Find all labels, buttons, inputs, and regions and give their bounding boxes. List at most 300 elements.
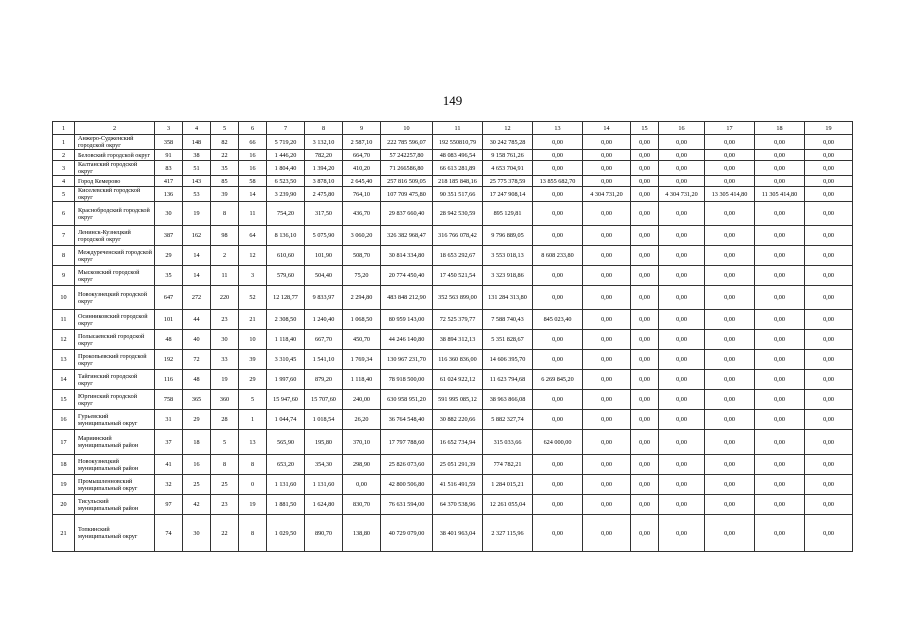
municipality-name-cell: Ленинск-Кузнецкий городской округ: [75, 226, 155, 246]
table-cell: 192 550810,79: [433, 135, 483, 150]
table-cell: 0,00: [805, 286, 853, 310]
table-cell: 0,00: [631, 495, 659, 515]
table-cell: 14 606 395,70: [483, 350, 533, 370]
table-cell: 26,20: [343, 410, 381, 430]
table-cell: 417: [155, 176, 183, 187]
table-cell: 0,00: [659, 475, 705, 495]
table-cell: 0,00: [659, 266, 705, 286]
table-cell: 0: [239, 475, 267, 495]
table-cell: 0,00: [631, 455, 659, 475]
table-cell: 504,40: [305, 266, 343, 286]
table-cell: 14: [183, 266, 211, 286]
table-cell: 0,00: [631, 150, 659, 161]
table-cell: 19: [239, 495, 267, 515]
table-cell: 830,70: [343, 495, 381, 515]
table-cell: 0,00: [631, 330, 659, 350]
header-row: [53, 122, 853, 135]
table-row: [53, 246, 853, 266]
table-cell: 0,00: [631, 246, 659, 266]
table-cell: 0,00: [705, 475, 755, 495]
table-cell: 0,00: [631, 286, 659, 310]
table-cell: 91: [155, 150, 183, 161]
table-cell: 2 308,50: [267, 310, 305, 330]
table-cell: 13: [53, 350, 75, 370]
table-cell: 40: [183, 330, 211, 350]
table-cell: 0,00: [705, 266, 755, 286]
header-cell: 7: [267, 122, 305, 135]
table-cell: 0,00: [583, 390, 631, 410]
table-cell: 1 118,40: [343, 370, 381, 390]
table-cell: 44 246 140,80: [381, 330, 433, 350]
table-cell: 0,00: [705, 410, 755, 430]
table-cell: 38 401 963,04: [433, 515, 483, 552]
table-cell: 101,90: [305, 246, 343, 266]
table-cell: 18 653 292,67: [433, 246, 483, 266]
table-cell: 22: [211, 150, 239, 161]
table-cell: 30: [183, 515, 211, 552]
table-cell: 565,90: [267, 430, 305, 455]
table-cell: 0,00: [659, 150, 705, 161]
table-row: [53, 150, 853, 161]
table-cell: 33: [211, 350, 239, 370]
table-cell: 15 707,60: [305, 390, 343, 410]
table-cell: 30 882 220,66: [433, 410, 483, 430]
table-cell: 41: [155, 455, 183, 475]
table-row: [53, 515, 853, 552]
header-cell: 6: [239, 122, 267, 135]
table-cell: 0,00: [533, 150, 583, 161]
municipality-name-cell: Мысковский городской округ: [75, 266, 155, 286]
table-cell: 82: [211, 135, 239, 150]
table-cell: 6 523,50: [267, 176, 305, 187]
table-cell: 653,20: [267, 455, 305, 475]
table-cell: 5 075,90: [305, 226, 343, 246]
table-cell: 14: [53, 370, 75, 390]
table-cell: 15 947,60: [267, 390, 305, 410]
table-cell: 365: [183, 390, 211, 410]
table-cell: 0,00: [631, 475, 659, 495]
table-cell: 0,00: [755, 515, 805, 552]
table-cell: 0,00: [533, 495, 583, 515]
table-cell: 7 588 740,43: [483, 310, 533, 330]
table-cell: 0,00: [705, 246, 755, 266]
table-cell: 53: [183, 187, 211, 202]
table-cell: 0,00: [805, 475, 853, 495]
table-cell: 317,50: [305, 202, 343, 226]
table-cell: 0,00: [805, 187, 853, 202]
table-cell: 0,00: [705, 226, 755, 246]
table-cell: 0,00: [805, 495, 853, 515]
header-cell: 19: [805, 122, 853, 135]
table-cell: 48: [155, 330, 183, 350]
municipality-name-cell: Анжеро-Судженский городской округ: [75, 135, 155, 150]
table-cell: 37: [155, 430, 183, 455]
table-cell: 624 000,00: [533, 430, 583, 455]
table-cell: 10: [53, 286, 75, 310]
municipality-name-cell: Юргинский городской округ: [75, 390, 155, 410]
table-cell: 3 310,45: [267, 350, 305, 370]
table-cell: 0,00: [805, 390, 853, 410]
table-cell: 0,00: [705, 135, 755, 150]
table-cell: 48 083 496,54: [433, 150, 483, 161]
table-cell: 257 816 509,05: [381, 176, 433, 187]
table-cell: 298,90: [343, 455, 381, 475]
table-cell: 218 185 848,16: [433, 176, 483, 187]
table-cell: 0,00: [659, 410, 705, 430]
table-cell: 0,00: [631, 430, 659, 455]
table-cell: 0,00: [659, 330, 705, 350]
municipality-name-cell: Тайгинский городской округ: [75, 370, 155, 390]
table-cell: 0,00: [583, 495, 631, 515]
municipality-name-cell: Прокопьевский городской округ: [75, 350, 155, 370]
table-cell: 895 129,81: [483, 202, 533, 226]
table-cell: 890,70: [305, 515, 343, 552]
table-row: [53, 135, 853, 150]
table-cell: 8: [53, 246, 75, 266]
table-cell: 0,00: [705, 310, 755, 330]
table-cell: 8 136,10: [267, 226, 305, 246]
table-cell: 0,00: [755, 370, 805, 390]
table-cell: 15: [53, 390, 75, 410]
page-number: 149: [442, 93, 463, 108]
table-cell: 0,00: [755, 310, 805, 330]
table-cell: 71 266586,80: [381, 161, 433, 176]
table-cell: 1 131,60: [305, 475, 343, 495]
table-cell: 29 837 660,40: [381, 202, 433, 226]
table-cell: 0,00: [631, 266, 659, 286]
table-cell: 0,00: [755, 266, 805, 286]
table-cell: 0,00: [583, 176, 631, 187]
table-row: [53, 370, 853, 390]
header-cell: 11: [433, 122, 483, 135]
table-cell: 19: [183, 202, 211, 226]
table-cell: 0,00: [631, 226, 659, 246]
table-cell: 2 327 115,96: [483, 515, 533, 552]
table-cell: 0,00: [631, 161, 659, 176]
table-cell: 0,00: [631, 176, 659, 187]
table-cell: 0,00: [583, 430, 631, 455]
table-cell: 0,00: [805, 310, 853, 330]
table-cell: 272: [183, 286, 211, 310]
table-cell: 0,00: [583, 455, 631, 475]
table-cell: 0,00: [583, 475, 631, 495]
table-cell: 11 623 794,68: [483, 370, 533, 390]
table-cell: 66 613 281,89: [433, 161, 483, 176]
municipality-name-cell: Междуреченский городской округ: [75, 246, 155, 266]
table-cell: 3 239,90: [267, 187, 305, 202]
table-cell: 782,20: [305, 150, 343, 161]
table-cell: 0,00: [533, 475, 583, 495]
table-cell: 5 882 327,74: [483, 410, 533, 430]
table-cell: 83: [155, 161, 183, 176]
table-cell: 0,00: [533, 410, 583, 430]
table-cell: 8: [211, 202, 239, 226]
table-cell: 1 624,80: [305, 495, 343, 515]
table-cell: 64 370 538,96: [433, 495, 483, 515]
data-table: [52, 121, 853, 552]
table-cell: 0,00: [533, 330, 583, 350]
municipality-name-cell: Топкинский муниципальный округ: [75, 515, 155, 552]
table-cell: 4: [53, 176, 75, 187]
table-cell: 7: [53, 226, 75, 246]
table-cell: 0,00: [805, 226, 853, 246]
municipality-name-cell: Промышленновский муниципальный округ: [75, 475, 155, 495]
table-cell: 42: [183, 495, 211, 515]
table-cell: 32: [155, 475, 183, 495]
table-cell: 41 516 491,59: [433, 475, 483, 495]
table-cell: 0,00: [583, 310, 631, 330]
municipality-name-cell: Калтанский городской округ: [75, 161, 155, 176]
table-cell: 667,70: [305, 330, 343, 350]
table-cell: 29: [155, 246, 183, 266]
table-cell: 75,20: [343, 266, 381, 286]
table-cell: 220: [211, 286, 239, 310]
table-cell: 72 525 379,77: [433, 310, 483, 330]
table-cell: 1 131,60: [267, 475, 305, 495]
table-cell: 0,00: [805, 135, 853, 150]
table-cell: 0,00: [533, 202, 583, 226]
table-cell: 2 587,10: [343, 135, 381, 150]
table-row: [53, 495, 853, 515]
table-cell: 0,00: [659, 430, 705, 455]
municipality-name-cell: Осинниковский городской округ: [75, 310, 155, 330]
table-cell: 8 608 233,80: [533, 246, 583, 266]
table-cell: 76 631 594,00: [381, 495, 433, 515]
table-cell: 0,00: [659, 202, 705, 226]
table-cell: 0,00: [659, 455, 705, 475]
table-cell: 18: [183, 430, 211, 455]
table-cell: 17 450 521,54: [433, 266, 483, 286]
table-row: [53, 475, 853, 495]
table-cell: 0,00: [583, 135, 631, 150]
table-cell: 5 351 828,67: [483, 330, 533, 350]
table-cell: 14: [183, 246, 211, 266]
table-cell: 38: [183, 150, 211, 161]
table-cell: 16: [239, 161, 267, 176]
table-cell: 85: [211, 176, 239, 187]
table-cell: 101: [155, 310, 183, 330]
table-cell: 23: [211, 495, 239, 515]
table-cell: 579,60: [267, 266, 305, 286]
table-cell: 1 394,20: [305, 161, 343, 176]
table-cell: 1 018,54: [305, 410, 343, 430]
table-cell: 6 269 845,20: [533, 370, 583, 390]
table-cell: 0,00: [755, 350, 805, 370]
table-cell: 1 541,10: [305, 350, 343, 370]
table-cell: 4 304 731,20: [659, 187, 705, 202]
table-cell: 0,00: [755, 455, 805, 475]
table-cell: 845 023,40: [533, 310, 583, 330]
table-cell: 4 653 704,91: [483, 161, 533, 176]
table-cell: 0,00: [755, 176, 805, 187]
table-cell: 98: [211, 226, 239, 246]
table-cell: 1: [239, 410, 267, 430]
table-cell: 25 775 378,59: [483, 176, 533, 187]
table-cell: 16 652 734,94: [433, 430, 483, 455]
table-cell: 72: [183, 350, 211, 370]
table-row: [53, 330, 853, 350]
table-cell: 0,00: [659, 286, 705, 310]
table-cell: 774 782,21: [483, 455, 533, 475]
table-cell: 0,00: [805, 266, 853, 286]
table-cell: 0,00: [533, 286, 583, 310]
table-cell: 20 774 450,40: [381, 266, 433, 286]
table-row: [53, 187, 853, 202]
table-cell: 0,00: [705, 330, 755, 350]
table-cell: 0,00: [805, 161, 853, 176]
table-cell: 74: [155, 515, 183, 552]
table-cell: 610,60: [267, 246, 305, 266]
table-cell: 25 826 073,60: [381, 455, 433, 475]
table-cell: 0,00: [755, 410, 805, 430]
table-cell: 0,00: [755, 475, 805, 495]
table-cell: 9 796 889,05: [483, 226, 533, 246]
table-cell: 0,00: [659, 370, 705, 390]
table-cell: 21: [53, 515, 75, 552]
table-cell: 30 814 334,80: [381, 246, 433, 266]
table-cell: 0,00: [755, 135, 805, 150]
table-cell: 0,00: [659, 515, 705, 552]
table-cell: 8: [211, 455, 239, 475]
table-cell: 116 360 836,00: [433, 350, 483, 370]
table-cell: 0,00: [583, 410, 631, 430]
table-cell: 11: [211, 266, 239, 286]
table-cell: 9 833,97: [305, 286, 343, 310]
table-cell: 0,00: [755, 226, 805, 246]
table-cell: 0,00: [755, 246, 805, 266]
table-row: [53, 202, 853, 226]
table-cell: 39: [211, 187, 239, 202]
table-cell: 1 029,50: [267, 515, 305, 552]
table-cell: 2: [211, 246, 239, 266]
table-cell: 387: [155, 226, 183, 246]
table-cell: 19: [53, 475, 75, 495]
table-cell: 0,00: [533, 390, 583, 410]
table-cell: 0,00: [343, 475, 381, 495]
table-cell: 38 963 866,08: [483, 390, 533, 410]
table-cell: 10: [239, 330, 267, 350]
table-cell: 0,00: [705, 176, 755, 187]
table-cell: 11: [53, 310, 75, 330]
table-cell: 0,00: [705, 150, 755, 161]
header-cell: 12: [483, 122, 533, 135]
table-cell: 192: [155, 350, 183, 370]
table-cell: 12 261 055,04: [483, 495, 533, 515]
header-cell: 9: [343, 122, 381, 135]
table-cell: 143: [183, 176, 211, 187]
table-cell: 78 918 500,00: [381, 370, 433, 390]
table-cell: 0,00: [705, 161, 755, 176]
table-cell: 39: [239, 350, 267, 370]
table-cell: 354,30: [305, 455, 343, 475]
table-cell: 315 033,66: [483, 430, 533, 455]
table-cell: 30: [155, 202, 183, 226]
table-cell: 0,00: [659, 226, 705, 246]
table-cell: 0,00: [805, 176, 853, 187]
table-cell: 17 797 788,60: [381, 430, 433, 455]
table-cell: 0,00: [705, 515, 755, 552]
table-cell: 0,00: [805, 150, 853, 161]
table-cell: 162: [183, 226, 211, 246]
table-cell: 370,10: [343, 430, 381, 455]
municipality-name-cell: Тисульский муниципальный район: [75, 495, 155, 515]
table-cell: 0,00: [705, 202, 755, 226]
table-cell: 508,70: [343, 246, 381, 266]
table-cell: 13: [239, 430, 267, 455]
table-cell: 240,00: [343, 390, 381, 410]
table-cell: 0,00: [631, 135, 659, 150]
table-cell: 11 305 414,80: [755, 187, 805, 202]
table-cell: 97: [155, 495, 183, 515]
table-cell: 3 323 918,86: [483, 266, 533, 286]
municipality-name-cell: Гурьевский муниципальный округ: [75, 410, 155, 430]
table-cell: 28 942 530,59: [433, 202, 483, 226]
header-cell: 3: [155, 122, 183, 135]
header-cell: 10: [381, 122, 433, 135]
table-cell: 17: [53, 430, 75, 455]
table-cell: 450,70: [343, 330, 381, 350]
municipality-name-cell: Новокузнецкий муниципальный район: [75, 455, 155, 475]
table-cell: 116: [155, 370, 183, 390]
table-cell: 0,00: [659, 176, 705, 187]
table-cell: 0,00: [583, 150, 631, 161]
table-cell: 57 242257,80: [381, 150, 433, 161]
table-cell: 360: [211, 390, 239, 410]
table-cell: 0,00: [755, 390, 805, 410]
table-cell: 0,00: [659, 135, 705, 150]
table-cell: 0,00: [533, 455, 583, 475]
municipality-name-cell: Город Кемерово: [75, 176, 155, 187]
header-cell: 15: [631, 122, 659, 135]
table-cell: 0,00: [659, 390, 705, 410]
table-cell: 20: [53, 495, 75, 515]
header-cell: 13: [533, 122, 583, 135]
header-cell: 1: [53, 122, 75, 135]
table-cell: 16: [183, 455, 211, 475]
table-cell: 1: [53, 135, 75, 150]
table-cell: 0,00: [705, 390, 755, 410]
table-cell: 5: [239, 390, 267, 410]
table-cell: 28: [211, 410, 239, 430]
table-cell: 3 060,20: [343, 226, 381, 246]
table-cell: 0,00: [583, 226, 631, 246]
table-cell: 19: [211, 370, 239, 390]
table-cell: 90 351 517,66: [433, 187, 483, 202]
table-row: [53, 390, 853, 410]
table-cell: 1 997,60: [267, 370, 305, 390]
table-cell: 0,00: [631, 515, 659, 552]
table-cell: 12: [53, 330, 75, 350]
table-cell: 0,00: [631, 310, 659, 330]
header-cell: 8: [305, 122, 343, 135]
table-cell: 36 764 548,40: [381, 410, 433, 430]
table-cell: 23: [211, 310, 239, 330]
table-cell: 0,00: [705, 350, 755, 370]
table-cell: 1 044,74: [267, 410, 305, 430]
table-cell: 0,00: [755, 202, 805, 226]
table-cell: 42 800 506,80: [381, 475, 433, 495]
table-cell: 758: [155, 390, 183, 410]
table-cell: 0,00: [805, 202, 853, 226]
table-cell: 8: [239, 455, 267, 475]
table-cell: 0,00: [533, 226, 583, 246]
table-cell: 0,00: [583, 161, 631, 176]
table-cell: 0,00: [533, 187, 583, 202]
table-cell: 0,00: [659, 350, 705, 370]
table-cell: 0,00: [533, 161, 583, 176]
header-cell: 5: [211, 122, 239, 135]
municipality-name-cell: Полысаевский городской округ: [75, 330, 155, 350]
